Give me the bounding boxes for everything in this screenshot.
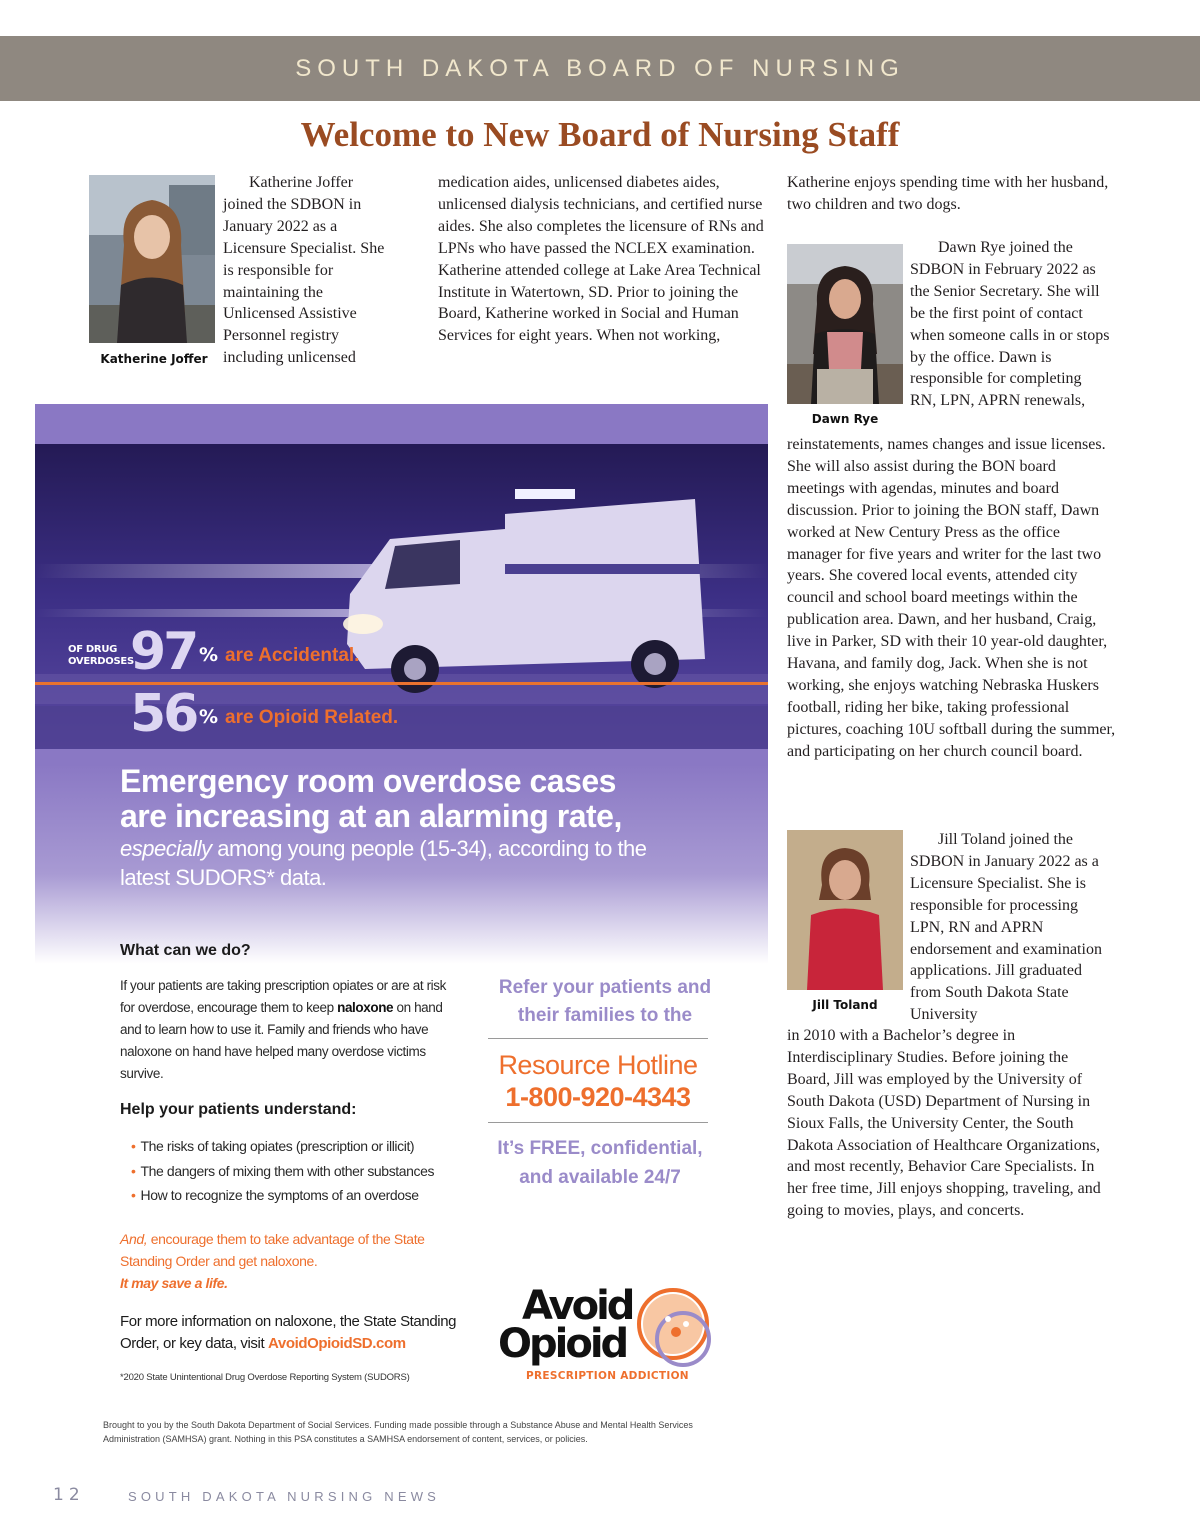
- divider: [488, 1122, 708, 1123]
- opioid-ad: [35, 404, 768, 1404]
- stat-label: OF DRUG OVERDOSES: [68, 644, 134, 667]
- hotline-number[interactable]: 1-800-920-4343: [505, 1082, 691, 1112]
- stat-97-value: 97: [130, 622, 197, 682]
- list-item: • How to recognize the symptoms of an overdose: [131, 1183, 434, 1208]
- page-number: 12: [53, 1485, 85, 1505]
- ad-subheadline: especially among young people (15-34), according to the latest SUDORS* data.: [120, 836, 647, 890]
- article-headline: Welcome to New Board of Nursing Staff: [300, 115, 900, 154]
- katherine-caption: Katherine Joffer: [100, 352, 208, 366]
- hotline-title: Resource Hotline: [498, 1050, 698, 1080]
- stat-97-percent: %: [199, 644, 219, 666]
- jill-caption: Jill Toland: [812, 998, 878, 1012]
- ad-footnote: *2020 State Unintentional Drug Overdose Reporting System (SUDORS): [120, 1372, 410, 1383]
- katherine-text-col2: medication aides, unlicensed diabetes aides, unlicensed dialysis technicians, and certified nurse aides. She also completes the licensure of RNs and LPNs who have passed the NCLEX examination. Katherine attended college at Lake Area Technical Institute in Watertown, SD. Prior to joining the Board, Katherine worked in Social and Human Services for eight years. When not working,: [438, 174, 764, 345]
- sponsor-disclaimer: Brought to you by the South Dakota Department of Social Services. Funding made possible through a Substance Abuse and Mental Health Services Administration (SAMHSA) grant. Nothing in this PSA constitutes a SAMHSA endorsement of content, services, or policies.: [103, 1420, 693, 1444]
- ad-more-info: For more information on naloxone, the State Standing Order, or key data, visit AvoidOpioidSD.com: [120, 1313, 457, 1352]
- katherine-text-col1: Katherine Joffer joined the SDBON in January 2022 as a Licensure Specialist. She is responsible for maintaining the Unlicensed Assistive Personnel registry including unlicensed: [223, 174, 385, 367]
- stat-56-percent: %: [199, 706, 219, 728]
- katherine-text-col3: Katherine enjoys spending time with her husband, two children and two dogs.: [787, 174, 1109, 213]
- ad-paragraph: If your patients are taking prescription opiates or are at risk for overdose, encourage them to keep naloxone on hand and to learn how to use it. Family and friends who have naloxone on hand have helped many overdose victims survive.: [120, 978, 446, 1081]
- ad-headline: Emergency room overdose cases are increasing at an alarming rate,: [120, 763, 622, 834]
- page-banner: SOUTH DAKOTA BOARD OF NURSING: [0, 36, 1200, 101]
- jill-photo: [787, 830, 903, 990]
- stat-97-text: are Accidental.: [225, 645, 360, 666]
- dawn-caption: Dawn Rye: [811, 412, 879, 426]
- list-item: • The dangers of mixing them with other substances: [131, 1159, 434, 1184]
- logo-word-opioid: Opioid: [498, 1321, 627, 1367]
- dawn-text-rest: reinstatements, names changes and issue licenses. She will also assist during the BON board meetings with agendas, minutes and board discussion. Prior to joining the BON staff, Dawn worked at New Century Press as the office manager for five years and writer for the last two years. She covered local events, attended city council and school board meetings within the publication area. Dawn, and her husband, Craig, live in Parker, SD with their 10 year-old daughter, Havana, and family dog, Jack. When she is not working, she enjoys watching Nebraska Huskers football, riding her bike, taking professional pictures, coaching 10U softball during the summer, and participating on her church council board.: [787, 436, 1116, 760]
- free-text: It’s FREE, confidential, and available 24/7: [497, 1138, 703, 1188]
- stat-56-value: 56: [130, 684, 197, 744]
- list-item: • The risks of taking opiates (prescription or illicit): [131, 1134, 434, 1159]
- ad-encourage: And, encourage them to take advantage of the State Standing Order and get naloxone. It may save a life.: [120, 1231, 425, 1291]
- refer-text: Refer your patients and their families to the: [498, 977, 712, 1026]
- katherine-photo: [89, 175, 215, 343]
- jill-text-rest: in 2010 with a Bachelor’s degree in Interdisciplinary Studies. Before joining the Board, Jill was employed by the University of South Dakota (USD) Department of Nursing in Sioux Falls, the University Center, the South Dakota Association of Healthcare Organizations, and most recently, Behavior Care Specialists. In her free time, Jill enjoys shopping, traveling, and going to movies, plays, and concerts.: [787, 1027, 1101, 1220]
- logo-tagline: PRESCRIPTION ADDICTION: [526, 1370, 689, 1382]
- publication-name: SOUTH DAKOTA NURSING NEWS: [128, 1489, 441, 1504]
- ad-help-title: Help your patients understand:: [120, 1101, 357, 1118]
- dawn-photo: [787, 244, 903, 404]
- website-link[interactable]: AvoidOpioidSD.com: [268, 1335, 406, 1352]
- stat-56-text: are Opioid Related.: [225, 707, 399, 728]
- ad-bullet-list: [131, 1134, 434, 1208]
- logo-word-avoid: Avoid: [522, 1283, 633, 1329]
- avoid-opioid-logo: [498, 1284, 718, 1389]
- ad-question: What can we do?: [120, 942, 251, 959]
- dawn-text-top: Dawn Rye joined the SDBON in February 2022 as the Senior Secretary. She will be the first point of contact when someone calls in or stops by the office. Dawn is responsible for completing RN, LPN, APRN renewals,: [910, 239, 1110, 410]
- divider: [488, 1038, 708, 1039]
- jill-text-top: Jill Toland joined the SDBON in January 2022 as a Licensure Specialist. She is responsible for processing LPN, RN and APRN endorsement and examination applications. Jill graduated from South Dakota State University: [910, 831, 1102, 1024]
